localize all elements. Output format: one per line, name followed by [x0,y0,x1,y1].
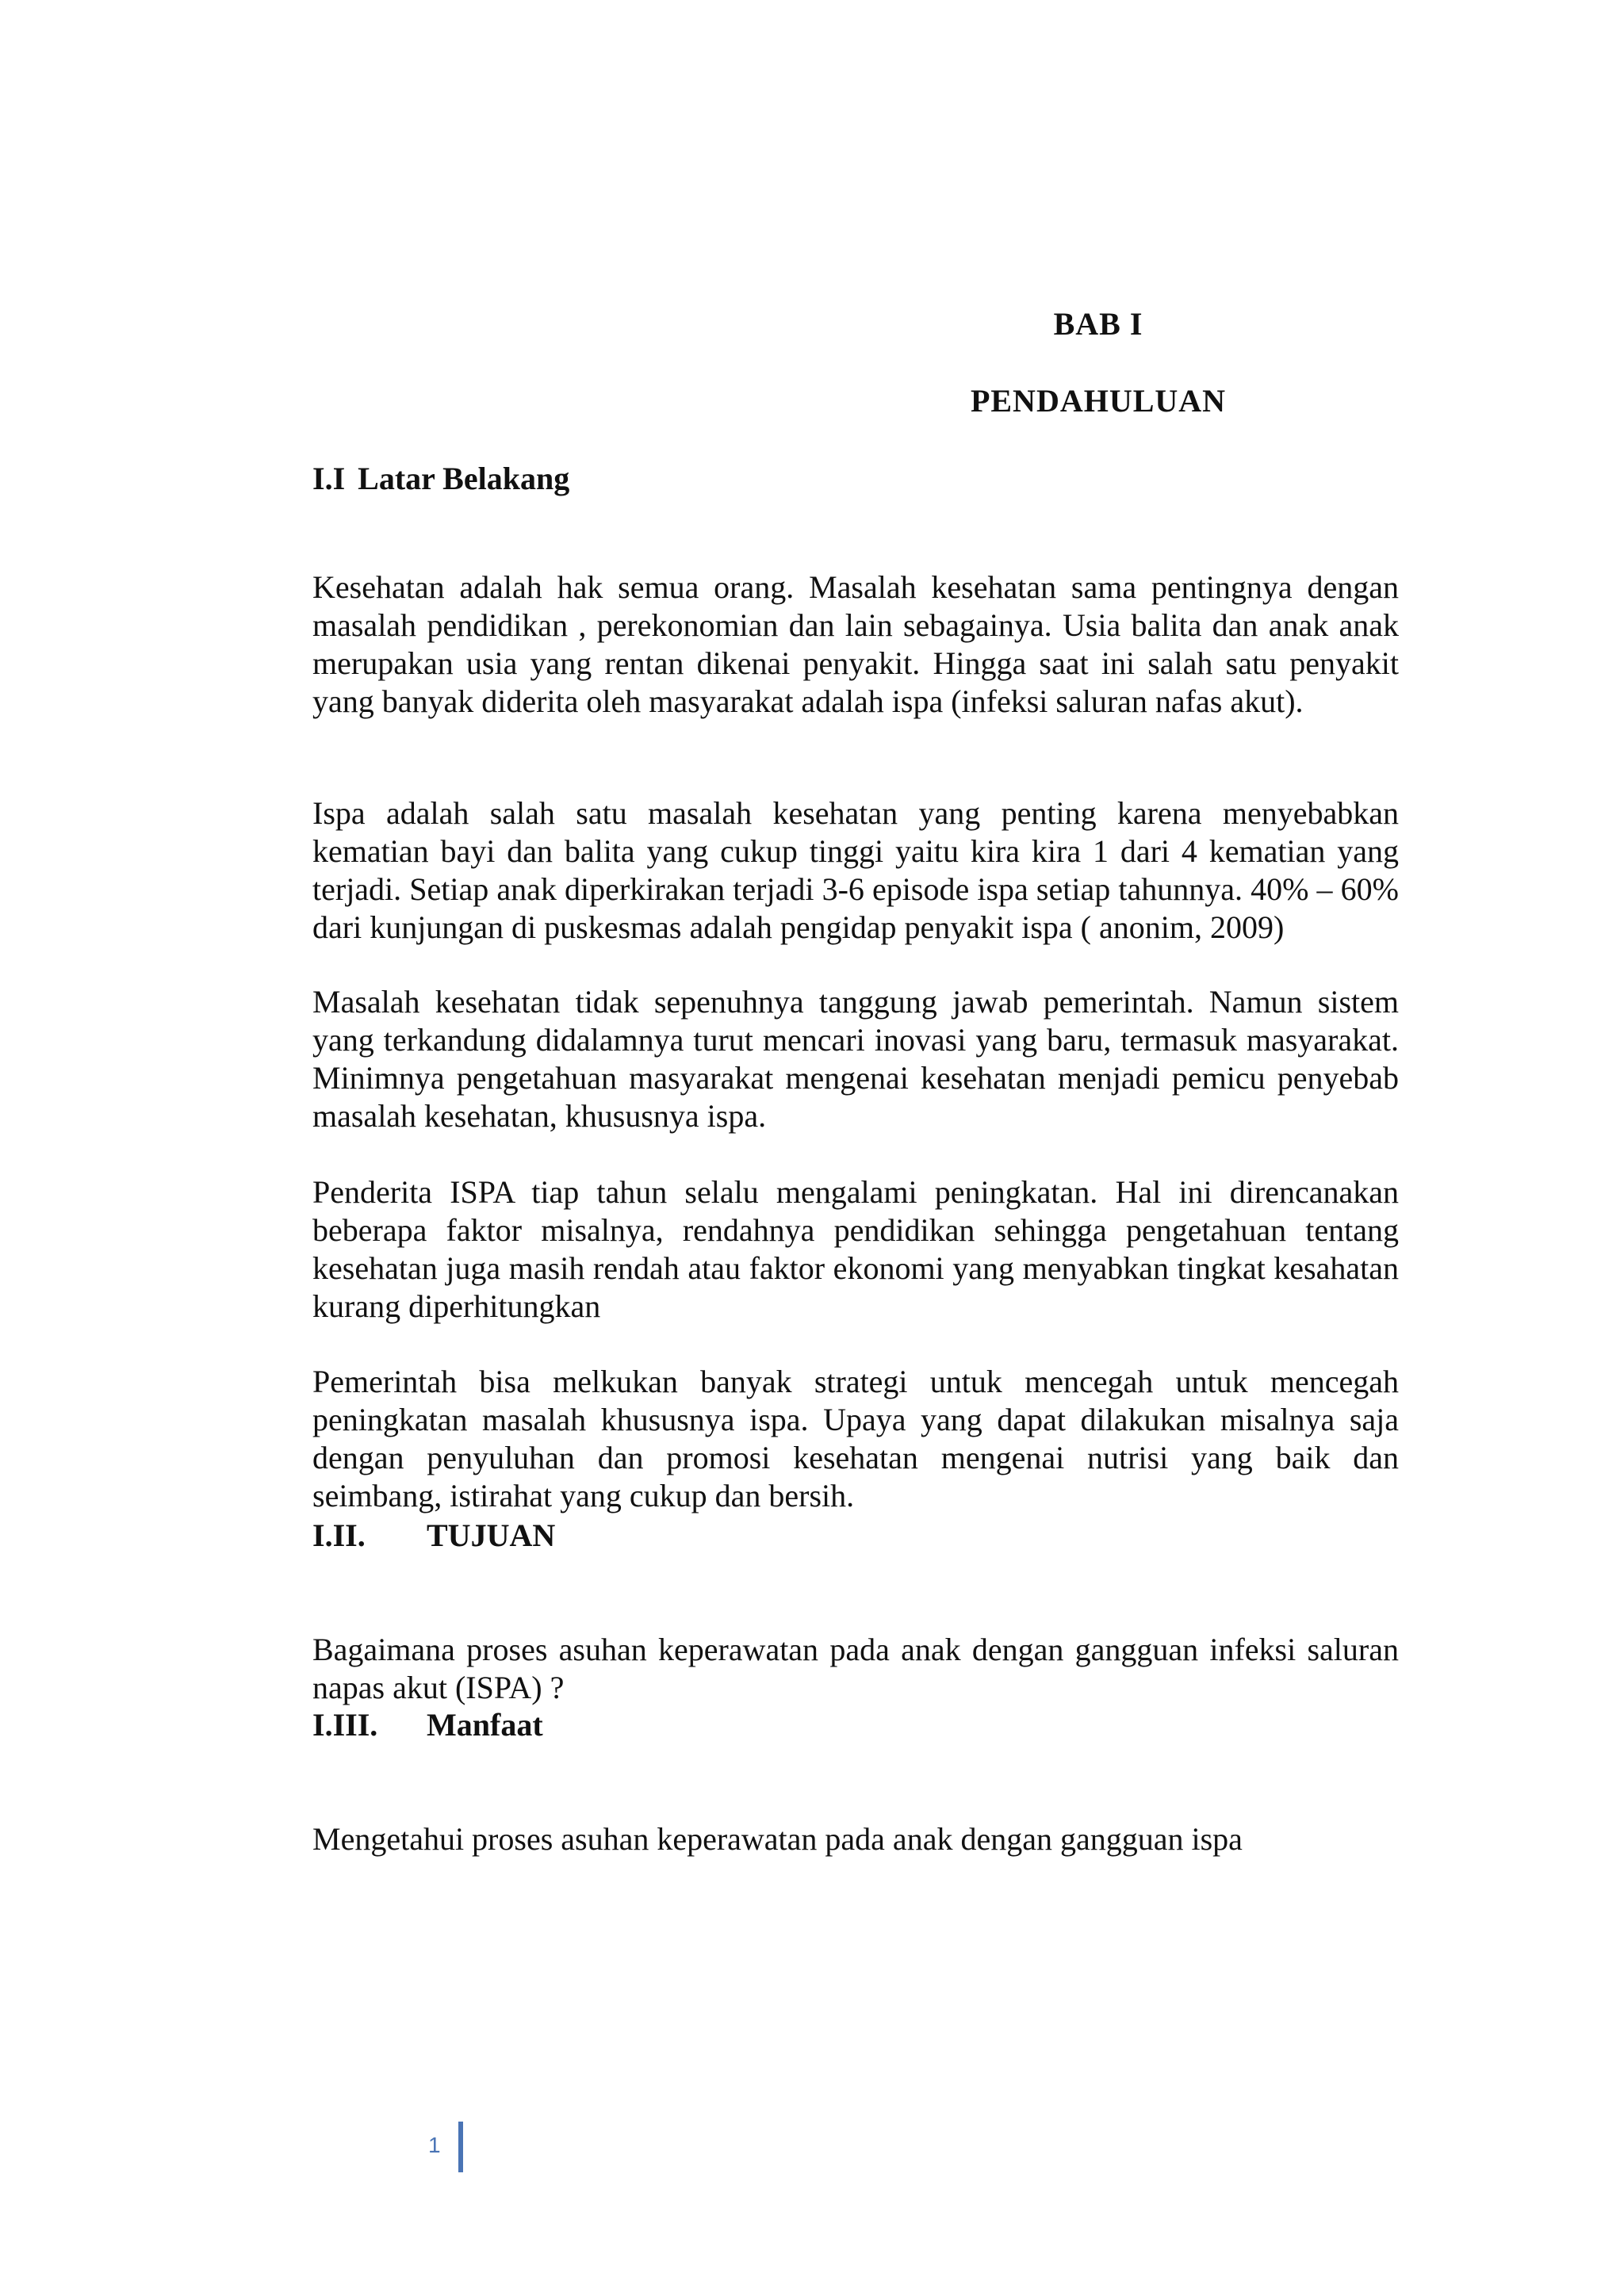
paragraph: Bagaimana proses asuhan keperawatan pada anak dengan gangguan infeksi saluran napas akut (ISPA) ? [312,1632,1399,1705]
section-number: I.II. [312,1517,366,1553]
section-title: TUJUAN [427,1517,556,1553]
paragraph: Kesehatan adalah hak semua orang. Masalah kesehatan sama pentingnya dengan masalah pendidikan , perekonomian dan lain sebagainya. Usia balita dan anak anak merupakan usia yang rentan dikenai penyakit. Hingga saat ini salah satu penyakit yang banyak diderita oleh masyarakat adalah ispa (infeksi saluran nafas akut). [312,569,1399,719]
paragraph: Mengetahui proses asuhan keperawatan pada anak dengan gangguan ispa [312,1821,1243,1857]
paragraph: Ispa adalah salah satu masalah kesehatan yang penting karena menyebabkan kematian bayi dan balita yang cukup tinggi yaitu kira kira 1 dari 4 kematian yang terjadi. Setiap anak diperkirakan terjadi 3-6 episode ispa setiap tahunnya. 40% – 60% dari kunjungan di puskesmas adalah pengidap penyakit ispa ( anonim, 2009) [312,795,1399,945]
section-title: Latar Belakang [358,461,570,496]
page-number: 1 [428,2133,441,2157]
paragraph: Penderita ISPA tiap tahun selalu mengalami peningkatan. Hal ini direncanakan beberapa faktor misalnya, rendahnya pendidikan sehingga pengetahuan tentang kesehatan juga masih rendah atau faktor ekonomi yang menyabkan tingkat kesahatan kurang diperhitungkan [312,1174,1399,1324]
chapter-number: BAB I [1053,306,1143,342]
page-number-divider [458,2122,463,2172]
chapter-title: PENDAHULUAN [970,383,1227,419]
section-number: I.III. [312,1707,378,1743]
section-number: I.I [312,461,346,496]
paragraph: Masalah kesehatan tidak sepenuhnya tanggung jawab pemerintah. Namun sistem yang terkandung didalamnya turut mencari inovasi yang baru, termasuk masyarakat. Minimnya pengetahuan masyarakat mengenai kesehatan menjadi pemicu penyebab masalah kesehatan, khususnya ispa. [312,984,1399,1134]
section-heading-tujuan [312,1517,555,1554]
paragraph: Pemerintah bisa melkukan banyak strategi untuk mencegah untuk mencegah peningkatan masalah khususnya ispa. Upaya yang dapat dilakukan misalnya saja dengan penyuluhan dan promosi kesehatan mengenai nutrisi yang baik dan seimbang, istirahat yang cukup dan bersih. [312,1364,1399,1513]
section-heading-latar-belakang [312,460,569,497]
section-title: Manfaat [427,1707,543,1743]
section-heading-manfaat [312,1706,543,1743]
